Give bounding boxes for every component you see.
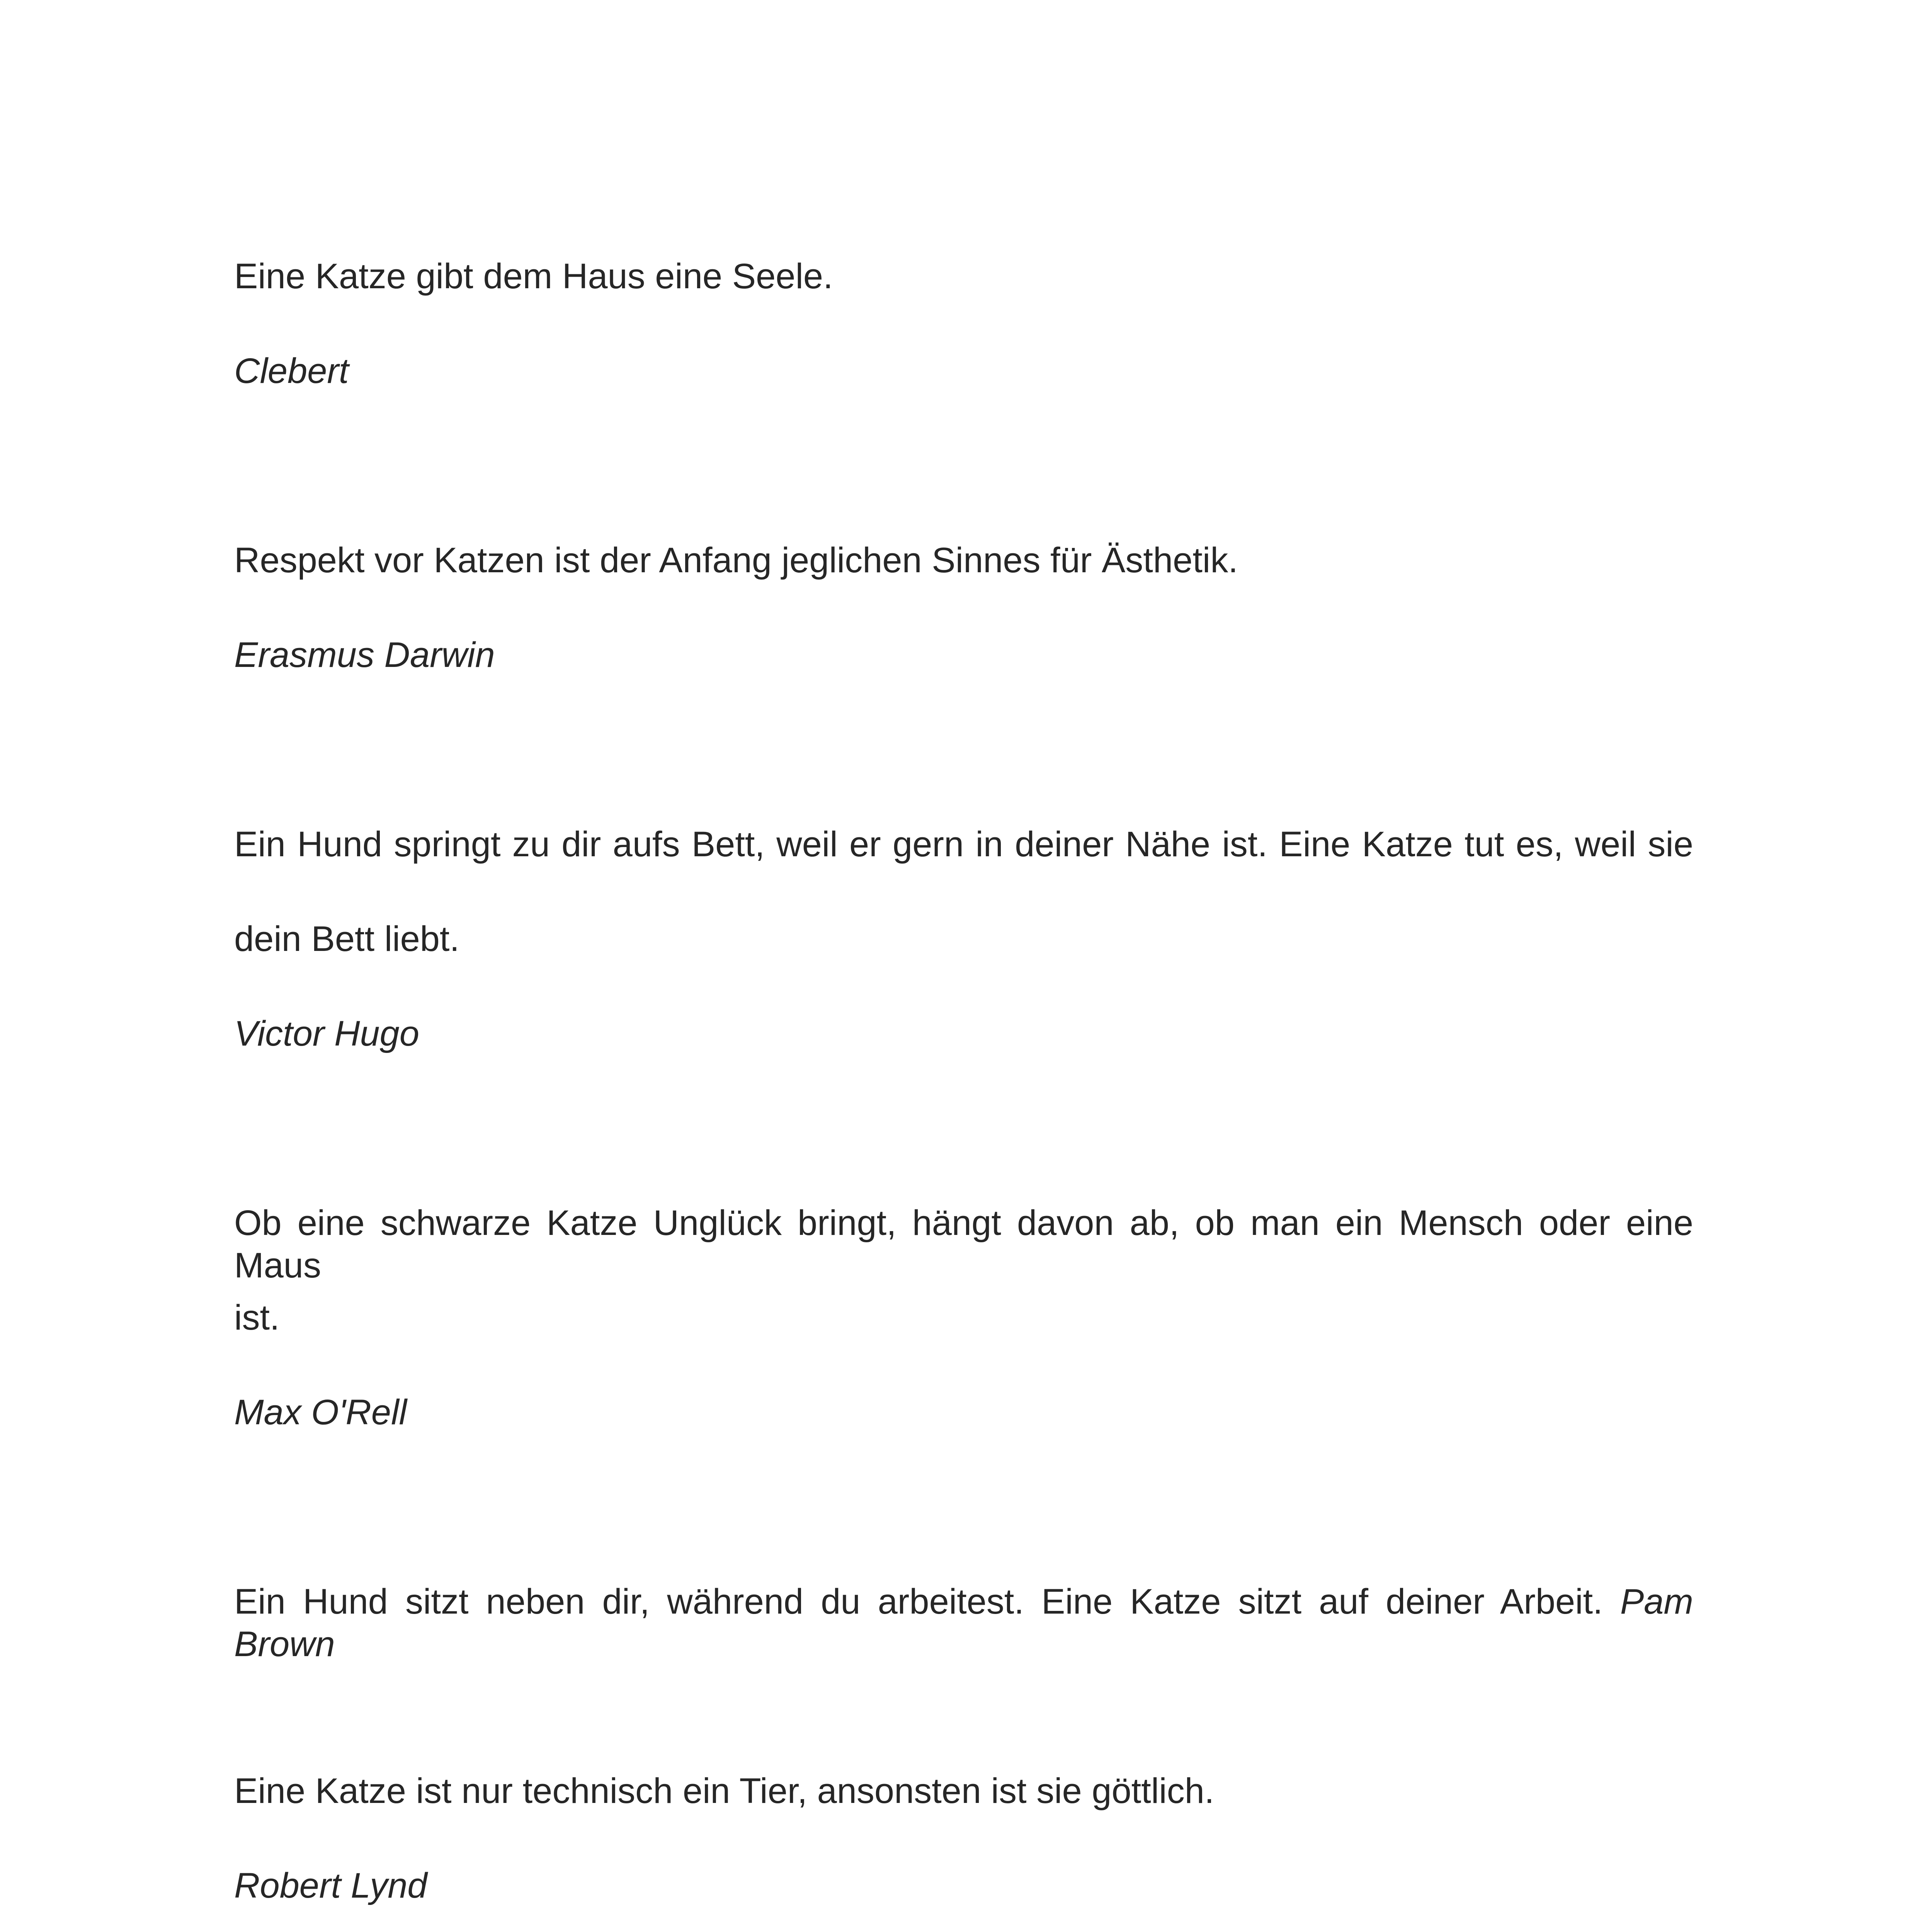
quote-author: Victor Hugo [234, 1014, 420, 1053]
quote-text-continued: ist. [234, 1298, 280, 1337]
quote-author: Robert Lynd [234, 1866, 427, 1905]
quote-text: Eine Katze ist nur technisch ein Tier, ansonsten ist sie göttlich. [234, 1771, 1214, 1811]
quote-text: Ein Hund sitzt neben dir, während du arbeitest. Eine Katze sitzt auf deiner Arbeit. [234, 1582, 1603, 1621]
quote-author: Clebert [234, 351, 349, 391]
quote-line [234, 1580, 1693, 1665]
quote-text: Respekt vor Katzen ist der Anfang jeglichen Sinnes für Ästhetik. [234, 541, 1238, 580]
quote-text: Ob eine schwarze Katze Unglück bringt, hängt davon ab, ob man ein Mensch oder eine Maus [234, 1203, 1693, 1285]
quote-text: Eine Katze gibt dem Haus eine Seele. [234, 257, 833, 296]
quote-author: Max O'Rell [234, 1393, 407, 1432]
quote-author: Pam Brown [234, 1582, 1694, 1664]
quote-text-continued: dein Bett liebt. [234, 919, 460, 959]
quote-text: Ein Hund springt zu dir aufs Bett, weil er gern in deiner Nähe ist. Eine Katze tut es, weil sie [234, 825, 1693, 864]
quote-author: Erasmus Darwin [234, 635, 495, 675]
